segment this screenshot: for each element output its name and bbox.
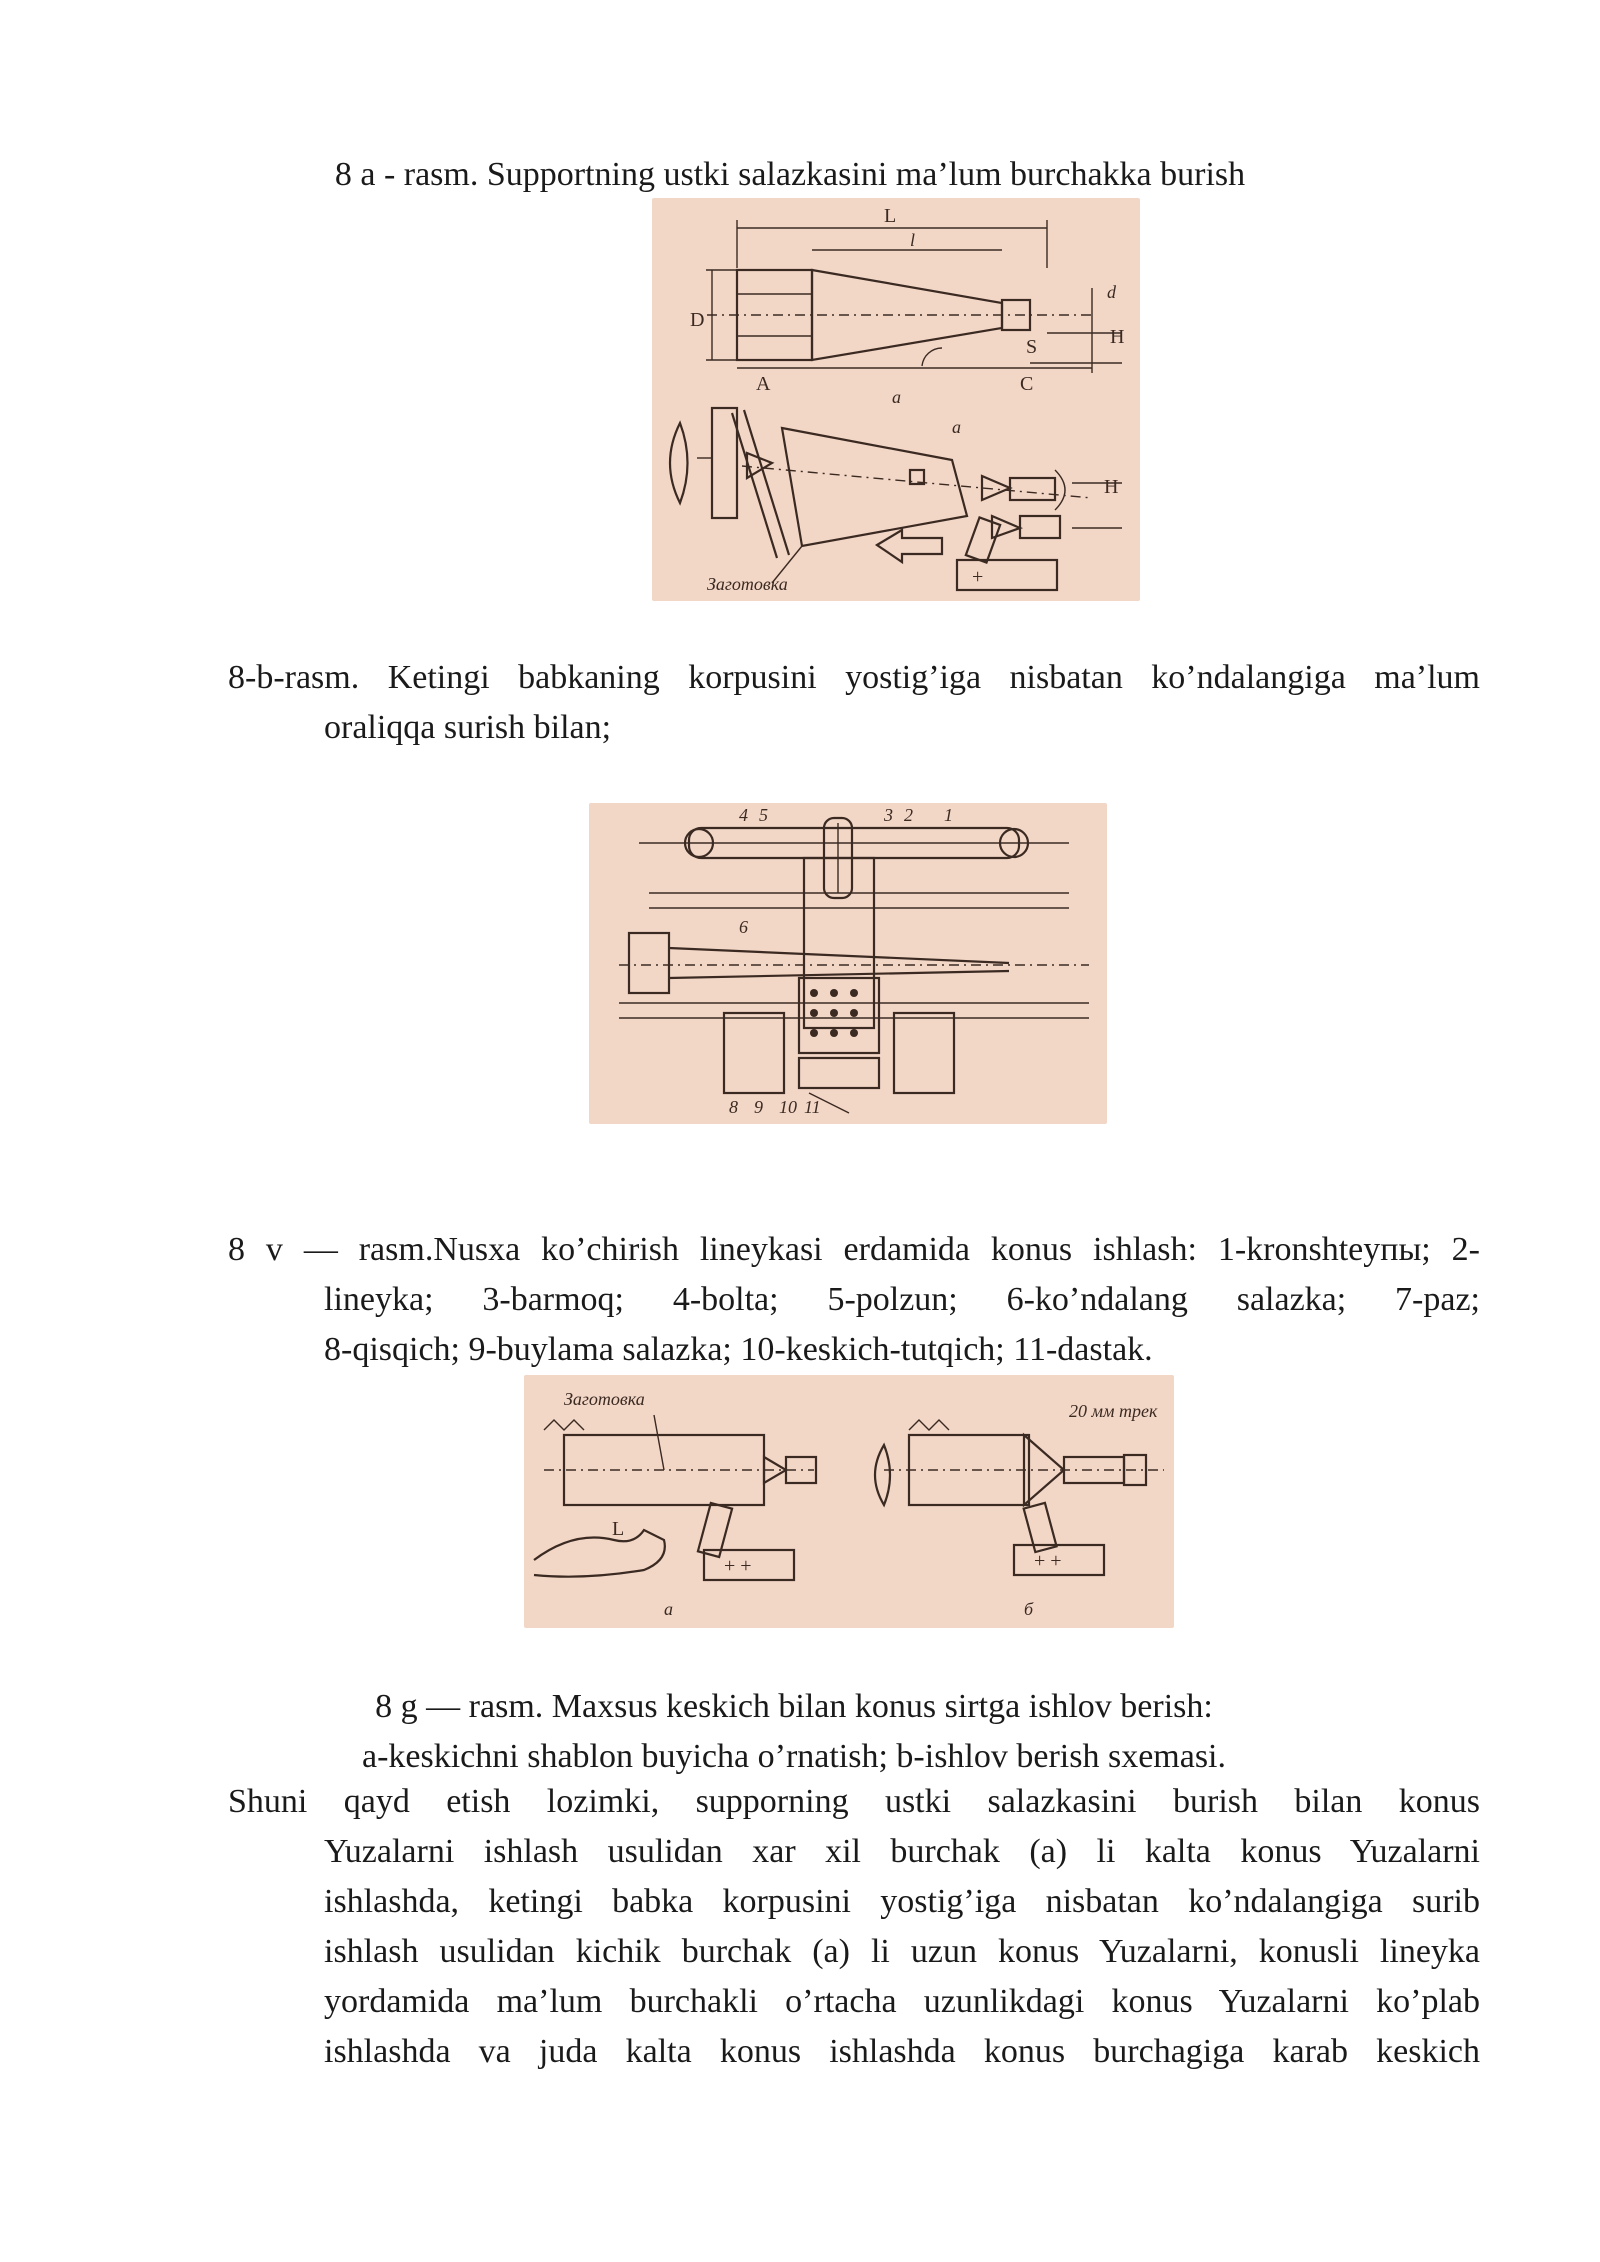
label-C: C (1020, 373, 1034, 395)
caption-fig-8b-line1: 8-b-rasm. Ketingi babkaning korpusini yostig’iga nisbatan ko’ndalangiga ma’lum (228, 659, 1480, 696)
caption-fig-8v-line2: lineyka; 3-barmoq; 4-bolta; 5-polzun; 6-ko’ndalang salazka; 7-paz; (324, 1281, 1480, 1318)
label-3: 3 (884, 805, 893, 825)
figure-8g-special-tool-diagram (524, 1375, 1174, 1628)
label-a: a (664, 1599, 673, 1619)
label-4: 4 (739, 805, 748, 825)
label-1: 1 (944, 805, 953, 825)
paragraph-line-3: ishlashda, ketingi babka korpusini yostig’iga nisbatan ko’ndalangiga surib (324, 1883, 1480, 1920)
caption-fig-8v (228, 1225, 1480, 1375)
figure-8a-lathe-taper-diagram (652, 198, 1140, 601)
caption-fig-8v-line1: 8 v — rasm.Nusxa ko’chirish lineykasi erdamida konus ishlash: 1-kronshteупы; 2- (228, 1231, 1480, 1268)
label-l: l (910, 230, 916, 250)
caption-fig-8b-line2: oraliqqa surish bilan; (324, 709, 612, 746)
label-plus-b: + + (1034, 1550, 1062, 1572)
label-2: 2 (904, 805, 913, 825)
label-d: d (1107, 282, 1116, 302)
label-alpha2: a (952, 417, 961, 437)
body-paragraph (228, 1777, 1480, 2077)
label-5: 5 (759, 805, 768, 825)
label-L: L (884, 205, 897, 227)
label-L: L (612, 1518, 625, 1540)
label-8: 8 (729, 1097, 738, 1117)
caption-fig-8b (228, 653, 1480, 753)
paragraph-line-4: ishlash usulidan kichik burchak (a) li uzun konus Yuzalarni, konusli lineyka (324, 1933, 1480, 1970)
caption-fig-8a: 8 a - rasm. Supportning ustki salazkasini ma’lum burchakka burish (334, 156, 1246, 193)
label-workpiece-a: Заготовка (564, 1389, 645, 1409)
caption-fig-8g-line2: a-keskichni shablon buyicha o’rnatish; b-ishlov berish sxemasi. (362, 1738, 1226, 1775)
label-9: 9 (754, 1097, 763, 1117)
label-alpha: a (892, 387, 901, 407)
label-6: 6 (739, 917, 748, 937)
label-S: S (1026, 336, 1038, 358)
caption-fig-8v-line3: 8-qisqich; 9-buylama salazka; 10-keskich-tutqich; 11-dastak. (324, 1331, 1153, 1368)
label-plus: + (972, 566, 984, 588)
label-H: H (1110, 326, 1125, 348)
paragraph-line-2: Yuzalarni ishlash usulidan xar xil burchak (a) li kalta konus Yuzalarni (324, 1833, 1480, 1870)
label-11: 11 (804, 1097, 821, 1117)
label-H2: H (1104, 476, 1119, 498)
label-D: D (690, 309, 705, 331)
paragraph-line-1: Shuni qayd etish lozimki, supporning ustki salazkasini burish bilan konus (228, 1783, 1480, 1820)
paragraph-line-6: ishlashda va juda kalta konus ishlashda konus burchagiga karab keskich (324, 2033, 1480, 2070)
label-b: б (1024, 1599, 1034, 1619)
figure-8b-taper-attachment-diagram (589, 803, 1107, 1124)
label-plus-a: + + (724, 1555, 752, 1577)
label-A: A (756, 373, 771, 395)
caption-fig-8g-line1: 8 g — rasm. Maxsus keskich bilan konus sirtga ishlov berish: (375, 1688, 1213, 1725)
paragraph-line-5: yordamida ma’lum burchakli o’rtacha uzunlikdagi konus Yuzalarni ko’plab (324, 1983, 1480, 2020)
label-10: 10 (779, 1097, 797, 1117)
label-note: 20 мм трек (1069, 1401, 1158, 1421)
label-workpiece: Заготовка (707, 574, 788, 594)
